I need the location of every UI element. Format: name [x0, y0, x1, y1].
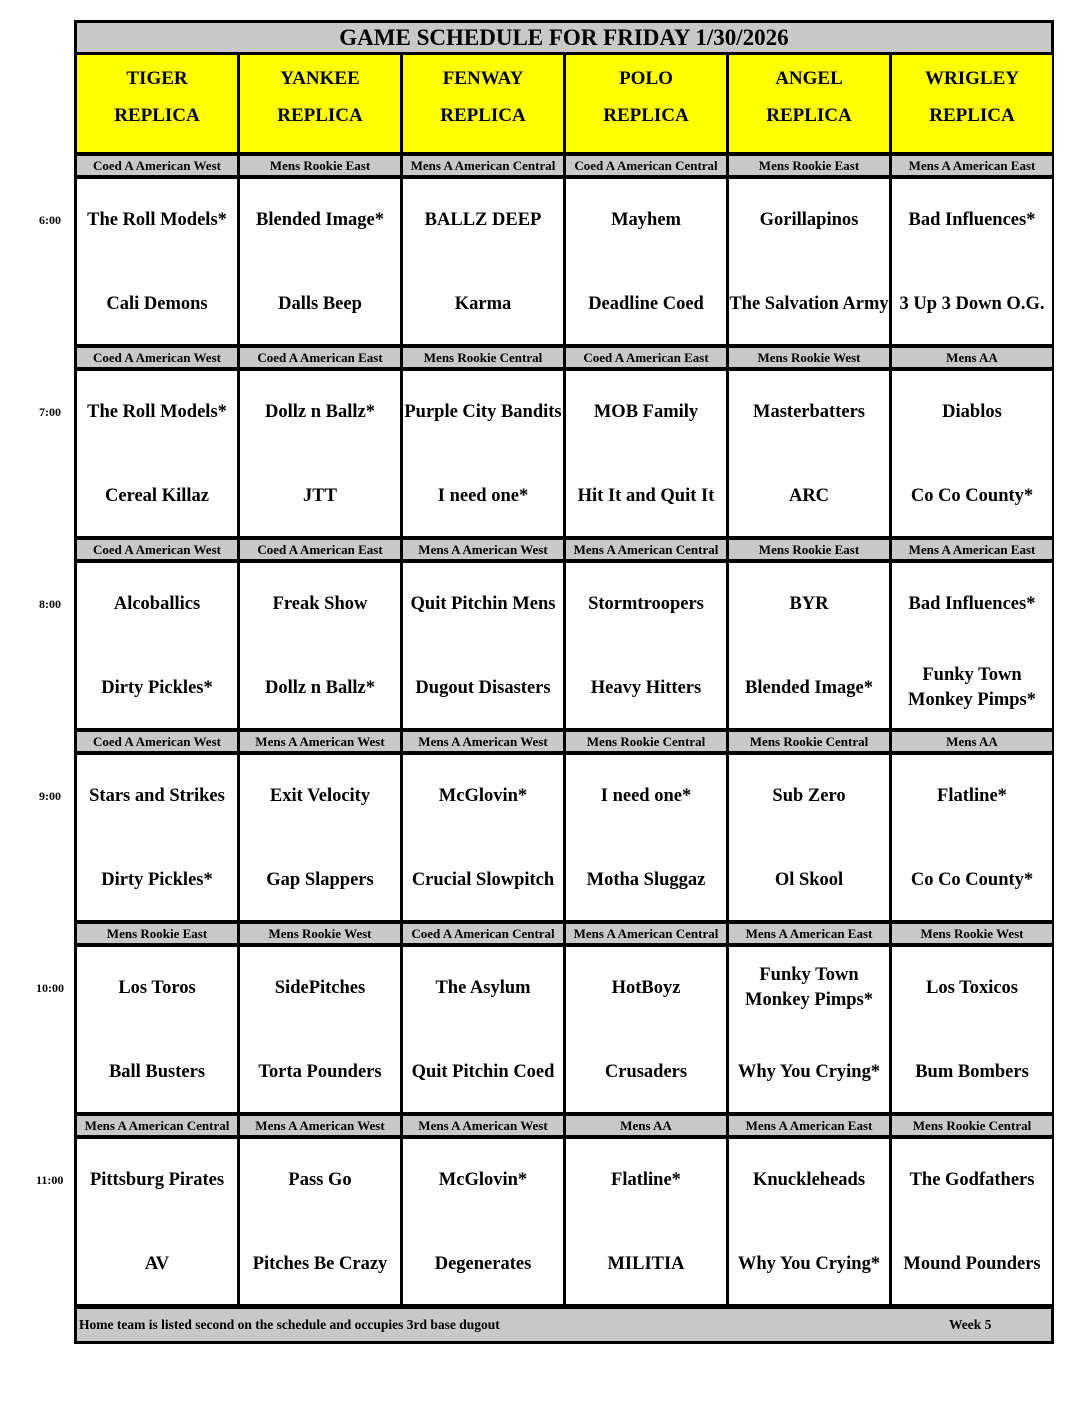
home-team: Dirty Pickles* — [101, 869, 213, 890]
division-row — [74, 1116, 1054, 1135]
game-cell — [77, 947, 237, 1112]
home-team: Torta Pounders — [258, 1061, 382, 1082]
division-label: Coed A American Central — [566, 156, 726, 175]
home-team: Mound Pounders — [903, 1253, 1041, 1274]
away-team: Exit Velocity — [269, 785, 371, 806]
home-team: Funky Town Monkey Pimps* — [908, 665, 1036, 710]
home-team: Cereal Killaz — [105, 485, 209, 506]
home-team: Heavy Hitters — [590, 677, 702, 698]
time-slot-row — [74, 179, 1054, 344]
home-team: Co Co County* — [910, 869, 1034, 890]
away-team: The Roll Models* — [87, 209, 227, 230]
field-header-yankee — [240, 55, 400, 152]
away-team: Knuckleheads — [752, 1169, 866, 1190]
division-label: Mens Rookie Central — [566, 732, 726, 751]
division-label: Mens AA — [566, 1116, 726, 1135]
division-label: Mens A American Central — [403, 156, 563, 175]
field-type: REPLICA — [929, 105, 1015, 126]
field-name: POLO — [619, 68, 673, 89]
game-cell — [240, 563, 400, 728]
division-label: Mens AA — [892, 348, 1052, 367]
game-cell — [566, 371, 726, 536]
home-team: Ol Skool — [774, 869, 844, 890]
footer-note: Home team is listed second on the schedule and occupies 3rd base dugout — [79, 1317, 500, 1332]
time-label: 10:00 — [36, 981, 64, 995]
home-team: AV — [144, 1253, 170, 1274]
field-type: REPLICA — [277, 105, 363, 126]
division-label: Mens A American West — [403, 1116, 563, 1135]
away-team: Bad Influences* — [908, 209, 1036, 230]
home-team: Crusaders — [604, 1061, 688, 1082]
game-cell — [566, 179, 726, 344]
game-cell — [240, 947, 400, 1112]
division-label: Mens Rookie West — [240, 924, 400, 943]
week-label: Week 5 — [949, 1317, 992, 1332]
home-team: I need one* — [437, 485, 529, 506]
game-cell — [240, 1139, 400, 1304]
division-label: Mens A American Central — [77, 1116, 237, 1135]
home-team: JTT — [303, 485, 337, 506]
field-type: REPLICA — [766, 105, 852, 126]
home-team: Pitches Be Crazy — [252, 1253, 388, 1274]
division-row — [74, 156, 1054, 175]
away-team: HotBoyz — [611, 977, 681, 998]
away-team: McGlovin* — [438, 1169, 528, 1190]
field-header-wrigley — [892, 55, 1052, 152]
field-name: WRIGLEY — [925, 68, 1019, 89]
time-slot-row — [74, 371, 1054, 536]
game-cell — [77, 563, 237, 728]
home-team: 3 Up 3 Down O.G. — [899, 293, 1045, 314]
division-label: Coed A American West — [77, 156, 237, 175]
home-team: Hit It and Quit It — [577, 485, 715, 506]
away-team: Stars and Strikes — [89, 785, 225, 806]
away-team: Gorillapinos — [759, 209, 859, 230]
home-team: Co Co County* — [910, 485, 1034, 506]
field-type: REPLICA — [440, 105, 526, 126]
time-slot-row — [74, 947, 1054, 1112]
home-team: Dollz n Ballz* — [265, 677, 375, 698]
game-cell — [892, 563, 1052, 728]
field-name: TIGER — [126, 68, 188, 89]
game-cell — [729, 1139, 889, 1304]
away-team: BALLZ DEEP — [424, 209, 542, 230]
schedule-table — [74, 20, 1054, 1344]
footer-bar — [77, 1309, 1051, 1341]
game-cell — [729, 563, 889, 728]
away-team: Funky Town Monkey Pimps* — [745, 965, 873, 1010]
division-label: Mens Rookie Central — [729, 732, 889, 751]
away-team: Freak Show — [272, 593, 368, 614]
away-team: Dollz n Ballz* — [265, 401, 375, 422]
field-name: ANGEL — [775, 68, 843, 89]
division-row — [74, 924, 1054, 943]
home-team: Deadline Coed — [588, 293, 704, 314]
away-team: Pass Go — [288, 1169, 352, 1190]
game-cell — [77, 755, 237, 920]
division-row — [74, 540, 1054, 559]
page-title: GAME SCHEDULE FOR FRIDAY 1/30/2026 — [77, 23, 1051, 52]
home-team: Ball Busters — [108, 1061, 206, 1082]
field-name: YANKEE — [280, 68, 360, 89]
away-team: Diablos — [942, 401, 1002, 422]
division-label: Mens A American East — [892, 156, 1052, 175]
division-row — [74, 732, 1054, 751]
away-team: Quit Pitchin Mens — [410, 593, 556, 614]
division-label: Mens Rookie East — [729, 540, 889, 559]
away-team: Blended Image* — [256, 209, 384, 230]
home-team: MILITIA — [607, 1253, 685, 1274]
division-label: Mens A American West — [403, 732, 563, 751]
game-cell — [403, 179, 563, 344]
home-team: Dalls Beep — [278, 293, 362, 314]
game-cell — [729, 947, 889, 1112]
away-team: Sub Zero — [772, 785, 846, 806]
away-team: The Roll Models* — [87, 401, 227, 422]
division-label: Coed A American East — [240, 348, 400, 367]
division-label: Mens A American West — [240, 732, 400, 751]
division-label: Mens Rookie East — [240, 156, 400, 175]
division-label: Mens Rookie East — [77, 924, 237, 943]
game-cell — [892, 371, 1052, 536]
home-team: The Salvation Army — [729, 293, 889, 314]
division-label: Mens A American East — [892, 540, 1052, 559]
away-team: MOB Family — [593, 401, 699, 422]
division-label: Mens Rookie West — [892, 924, 1052, 943]
away-team: Flatline* — [937, 785, 1007, 806]
time-slot-row — [74, 755, 1054, 920]
game-cell — [240, 179, 400, 344]
game-cell — [403, 755, 563, 920]
away-team: Pittsburg Pirates — [89, 1169, 225, 1190]
away-team: Alcoballics — [113, 593, 201, 614]
game-cell — [892, 179, 1052, 344]
home-team: Quit Pitchin Coed — [411, 1061, 555, 1082]
division-label: Mens Rookie Central — [403, 348, 563, 367]
game-cell — [403, 371, 563, 536]
division-label: Coed A American East — [240, 540, 400, 559]
home-team: Dugout Disasters — [415, 677, 551, 698]
away-team: Stormtroopers — [588, 593, 704, 614]
away-team: BYR — [789, 593, 829, 614]
home-team: Dirty Pickles* — [101, 677, 213, 698]
game-cell — [240, 755, 400, 920]
time-label: 6:00 — [39, 213, 61, 227]
division-label: Mens A American Central — [566, 924, 726, 943]
field-header-fenway — [403, 55, 563, 152]
time-label: 11:00 — [36, 1173, 64, 1187]
away-team: The Godfathers — [909, 1169, 1035, 1190]
home-team: Crucial Slowpitch — [411, 869, 555, 890]
field-header-tiger — [77, 55, 237, 152]
division-label: Coed A American Central — [403, 924, 563, 943]
away-team: Masterbatters — [753, 401, 865, 422]
away-team: Bad Influences* — [908, 593, 1036, 614]
away-team: Flatline* — [611, 1169, 681, 1190]
division-label: Coed A American East — [566, 348, 726, 367]
home-team: Blended Image* — [745, 677, 873, 698]
game-cell — [892, 1139, 1052, 1304]
division-label: Mens A American East — [729, 924, 889, 943]
game-cell — [566, 1139, 726, 1304]
game-cell — [566, 563, 726, 728]
division-row — [74, 348, 1054, 367]
home-team: Why You Crying* — [737, 1253, 881, 1274]
away-team: Purple City Bandits — [404, 401, 562, 422]
game-cell — [729, 371, 889, 536]
division-label: Mens Rookie Central — [892, 1116, 1052, 1135]
home-team: Motha Sluggaz — [586, 869, 706, 890]
division-label: Coed A American West — [77, 732, 237, 751]
division-label: Mens A American West — [403, 540, 563, 559]
home-team: ARC — [788, 485, 830, 506]
home-team: Degenerates — [434, 1253, 532, 1274]
away-team: McGlovin* — [438, 785, 528, 806]
game-cell — [403, 1139, 563, 1304]
field-type: REPLICA — [114, 105, 200, 126]
game-cell — [77, 371, 237, 536]
game-cell — [892, 755, 1052, 920]
field-header-polo — [566, 55, 726, 152]
away-team: I need one* — [600, 785, 692, 806]
home-team: Gap Slappers — [266, 869, 374, 890]
division-label: Coed A American West — [77, 348, 237, 367]
field-header-angel — [729, 55, 889, 152]
away-team: Los Toxicos — [925, 977, 1019, 998]
game-cell — [729, 755, 889, 920]
division-label: Mens Rookie East — [729, 156, 889, 175]
time-slot-row — [74, 563, 1054, 728]
game-cell — [892, 947, 1052, 1112]
away-team: SidePitches — [274, 977, 366, 998]
home-team: Bum Bombers — [915, 1061, 1029, 1082]
time-label: 8:00 — [39, 597, 61, 611]
home-team: Karma — [454, 293, 512, 314]
division-label: Mens Rookie West — [729, 348, 889, 367]
division-label: Mens A American Central — [566, 540, 726, 559]
game-cell — [77, 1139, 237, 1304]
game-cell — [77, 179, 237, 344]
time-slot-row — [74, 1139, 1054, 1304]
home-team: Why You Crying* — [737, 1061, 881, 1082]
division-label: Coed A American West — [77, 540, 237, 559]
field-name: FENWAY — [442, 68, 524, 89]
away-team: Los Toros — [118, 977, 196, 998]
time-label: 7:00 — [39, 405, 61, 419]
division-label: Mens A American West — [240, 1116, 400, 1135]
away-team: The Asylum — [435, 977, 531, 998]
home-team: Cali Demons — [106, 293, 208, 314]
field-type: REPLICA — [603, 105, 689, 126]
division-label: Mens A American East — [729, 1116, 889, 1135]
game-cell — [240, 371, 400, 536]
away-team: Mayhem — [611, 209, 681, 230]
time-label: 9:00 — [39, 789, 61, 803]
game-cell — [566, 755, 726, 920]
game-cell — [566, 947, 726, 1112]
field-header-row — [74, 55, 1054, 152]
game-cell — [729, 179, 889, 344]
game-cell — [403, 563, 563, 728]
game-cell — [403, 947, 563, 1112]
division-label: Mens AA — [892, 732, 1052, 751]
